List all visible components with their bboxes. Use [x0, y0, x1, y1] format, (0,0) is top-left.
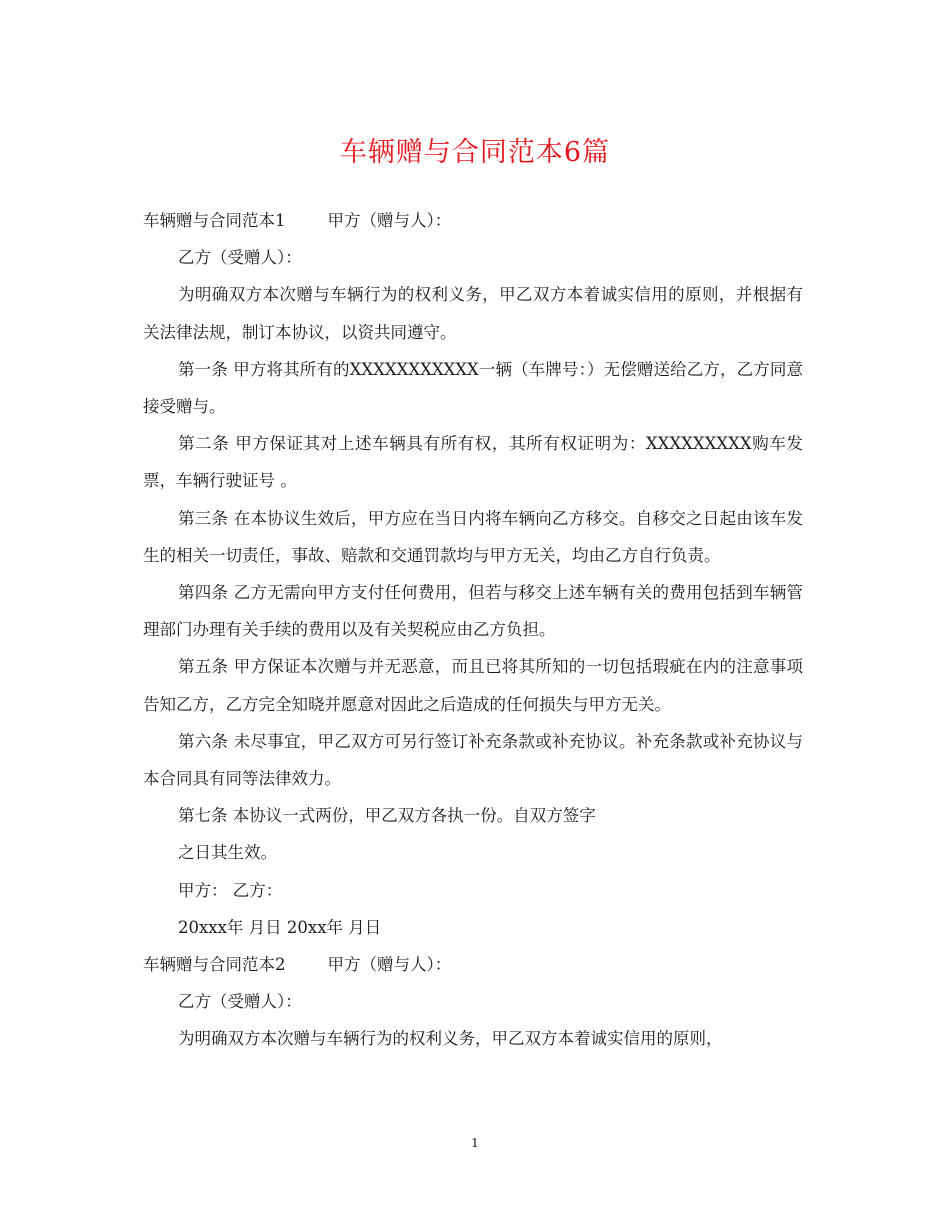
section-1-article-4: 第四条 乙方无需向甲方支付任何费用，但若与移交上述车辆有关的费用包括到车辆管理部门办理有关手续的费用以及有关契税应由乙方负担。 [143, 583, 803, 640]
section-2-party-a: 甲方（赠与人）： [327, 955, 452, 975]
document-body [143, 202, 803, 1058]
section-1-article-6: 第六条 未尽事宜，甲乙双方可另行签订补充条款或补充协议。补充条款或补充协议与本合同具有同等法律效力。 [143, 731, 803, 789]
section-1-intro: 为明确双方本次赠与车辆行为的权利义务，甲乙双方本着诚实信用的原则，并根据有关法律法规，制订本协议，以资共同遵守。 [143, 285, 803, 342]
section-1-dates: 20xxx年 月日 20xx年 月日 [178, 917, 382, 937]
document-title: 车辆赠与合同范本6篇 [339, 137, 611, 168]
section-1-article-7: 第七条 本协议一式两份，甲乙双方各执一份。自双方签字 [178, 806, 596, 826]
section-1-party-b: 乙方（受赠人）： [178, 248, 302, 268]
section-1-effect: 之日其生效。 [178, 843, 277, 863]
section-2-heading-line [143, 946, 803, 983]
section-1-signatures: 甲方： 乙方： [178, 880, 283, 900]
section-2-party-b: 乙方（受赠人）： [178, 992, 302, 1012]
section-1-article-2: 第二条 甲方保证其对上述车辆具有所有权，其所有权证明为：XXXXXXXXX购车发票，车辆行驶证号 。 [143, 434, 803, 491]
section-1-article-1: 第一条 甲方将其所有的XXXXXXXXXXX一辆（车牌号：）无偿赠送给乙方，乙方同意接受赠与。 [143, 359, 803, 417]
section-1-article-5: 第五条 甲方保证本次赠与并无恶意，而且已将其所知的一切包括瑕疵在内的注意事项告知乙方，乙方完全知晓并愿意对因此之后造成的任何损失与甲方无关。 [143, 657, 803, 714]
page-number: 1 [471, 1136, 479, 1150]
section-1-party-a: 甲方（赠与人）： [327, 211, 452, 230]
section-2-heading: 车辆赠与合同范本2 [143, 955, 286, 975]
section-1-heading: 车辆赠与合同范本1 [143, 211, 286, 230]
section-1-heading-line [143, 202, 803, 239]
section-1-article-3: 第三条 在本协议生效后，甲方应在当日内将车辆向乙方移交。自移交之日起由该车发生的相关一切责任，事故、赔款和交通罚款均与甲方无关，均由乙方自行负责。 [143, 508, 803, 565]
section-2-intro: 为明确双方本次赠与车辆行为的权利义务，甲乙双方本着诚实信用的原则， [178, 1029, 723, 1049]
